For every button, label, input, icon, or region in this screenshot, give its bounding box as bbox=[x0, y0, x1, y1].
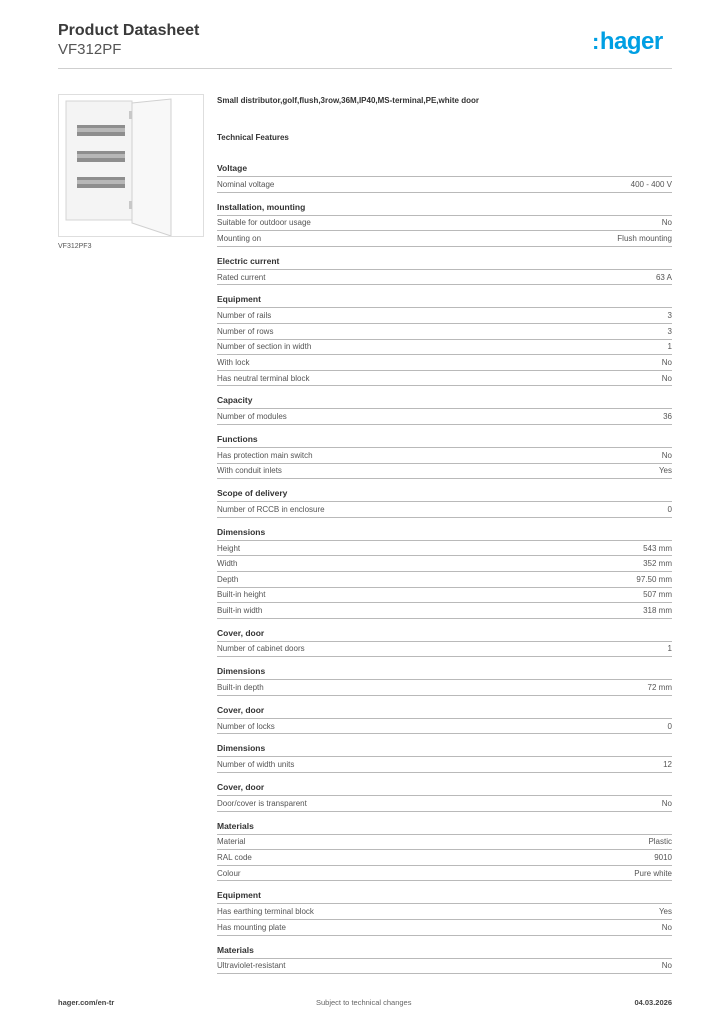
spec-row bbox=[217, 323, 672, 339]
spec-group bbox=[217, 160, 672, 193]
spec-label: Door/cover is transparent bbox=[217, 798, 307, 808]
spec-value: 3 bbox=[667, 326, 672, 336]
spec-group bbox=[217, 942, 672, 975]
spec-value: 400 - 400 V bbox=[630, 179, 672, 189]
features-title: Technical Features bbox=[217, 133, 289, 142]
spec-rows bbox=[217, 215, 672, 247]
spec-group bbox=[217, 702, 672, 735]
spec-value: 1 bbox=[667, 644, 672, 654]
page-header bbox=[58, 21, 199, 59]
spec-label: Material bbox=[217, 837, 246, 847]
spec-rows bbox=[217, 447, 672, 479]
spec-value: No bbox=[661, 798, 672, 808]
spec-group-title: Materials bbox=[217, 944, 254, 955]
spec-group bbox=[217, 253, 672, 286]
spec-group-title: Capacity bbox=[217, 395, 253, 406]
spec-row bbox=[217, 339, 672, 355]
spec-label: Number of section in width bbox=[217, 342, 312, 352]
spec-rows bbox=[217, 834, 672, 882]
spec-row bbox=[217, 176, 672, 193]
spec-label: Number of cabinet doors bbox=[217, 644, 305, 654]
spec-group bbox=[217, 199, 672, 247]
spec-group-title: Dimensions bbox=[217, 743, 266, 754]
spec-label: Has protection main switch bbox=[217, 450, 313, 460]
spec-row bbox=[217, 903, 672, 919]
spec-row bbox=[217, 834, 672, 850]
footer-date: 04.03.2026 bbox=[634, 998, 672, 1007]
spec-label: With lock bbox=[217, 357, 250, 367]
spec-row bbox=[217, 230, 672, 247]
spec-value: No bbox=[661, 218, 672, 228]
product-image bbox=[58, 94, 204, 237]
spec-group-title: Equipment bbox=[217, 294, 261, 305]
spec-label: Depth bbox=[217, 574, 239, 584]
spec-label: Suitable for outdoor usage bbox=[217, 218, 311, 228]
spec-row bbox=[217, 795, 672, 812]
spec-rows bbox=[217, 540, 672, 619]
spec-group-title: Installation, mounting bbox=[217, 201, 306, 212]
spec-row bbox=[217, 641, 672, 658]
spec-label: Has mounting plate bbox=[217, 922, 286, 932]
spec-row bbox=[217, 718, 672, 735]
spec-group-title: Electric current bbox=[217, 255, 280, 266]
page-title: Product Datasheet bbox=[58, 22, 200, 39]
spec-row bbox=[217, 307, 672, 323]
spec-value: No bbox=[661, 450, 672, 460]
spec-value: Flush mounting bbox=[617, 233, 672, 243]
spec-value: 97.50 mm bbox=[636, 574, 672, 584]
spec-value: Yes bbox=[658, 907, 672, 917]
spec-group bbox=[217, 887, 672, 935]
spec-label: Colour bbox=[217, 868, 241, 878]
spec-rows bbox=[217, 718, 672, 735]
spec-value: 543 mm bbox=[643, 543, 672, 553]
spec-label: Number of width units bbox=[217, 760, 295, 770]
spec-group-title: Cover, door bbox=[217, 782, 265, 793]
spec-label: Mounting on bbox=[217, 233, 262, 243]
spec-value: 3 bbox=[667, 311, 672, 321]
spec-label: With conduit inlets bbox=[217, 466, 282, 476]
spec-group bbox=[217, 663, 672, 696]
spec-groups bbox=[217, 160, 672, 974]
spec-rows bbox=[217, 958, 672, 975]
spec-label: Built-in width bbox=[217, 605, 263, 615]
spec-value: No bbox=[661, 961, 672, 971]
spec-label: Width bbox=[217, 559, 238, 569]
spec-row bbox=[217, 679, 672, 696]
spec-label: Rated current bbox=[217, 272, 266, 282]
spec-group bbox=[217, 392, 672, 425]
logo-text: hager bbox=[599, 28, 663, 55]
spec-label: RAL code bbox=[217, 853, 252, 863]
spec-label: Number of locks bbox=[217, 721, 275, 731]
spec-group bbox=[217, 740, 672, 773]
spec-row bbox=[217, 919, 672, 936]
spec-value: Yes bbox=[658, 466, 672, 476]
product-description: Small distributor,golf,flush,3row,36M,IP40,MS-terminal,PE,white door bbox=[217, 96, 479, 105]
spec-value: 352 mm bbox=[643, 559, 672, 569]
spec-group bbox=[217, 291, 672, 386]
spec-value: 507 mm bbox=[643, 590, 672, 600]
spec-rows bbox=[217, 903, 672, 935]
footer-website: hager.com/en-tr bbox=[58, 998, 115, 1007]
spec-label: Number of rows bbox=[217, 326, 274, 336]
spec-group bbox=[217, 625, 672, 658]
spec-group-title: Scope of delivery bbox=[217, 488, 288, 499]
spec-row bbox=[217, 571, 672, 587]
spec-group-title: Dimensions bbox=[217, 526, 266, 537]
spec-value: 63 A bbox=[655, 272, 672, 282]
spec-row bbox=[217, 756, 672, 773]
spec-row bbox=[217, 849, 672, 865]
spec-value: 0 bbox=[667, 721, 672, 731]
spec-group-title: Cover, door bbox=[217, 704, 265, 715]
spec-row bbox=[217, 540, 672, 556]
spec-value: No bbox=[661, 373, 672, 383]
spec-row bbox=[217, 215, 672, 231]
image-caption: VF312PF3 bbox=[58, 243, 92, 250]
spec-group bbox=[217, 779, 672, 812]
spec-value: 0 bbox=[667, 504, 672, 514]
spec-group bbox=[217, 818, 672, 882]
spec-value: 12 bbox=[663, 760, 672, 770]
spec-label: Ultraviolet-resistant bbox=[217, 961, 286, 971]
spec-value: 36 bbox=[663, 412, 672, 422]
spec-row bbox=[217, 501, 672, 518]
spec-row bbox=[217, 463, 672, 480]
spec-value: 318 mm bbox=[643, 605, 672, 615]
spec-row bbox=[217, 269, 672, 286]
spec-group bbox=[217, 524, 672, 619]
spec-rows bbox=[217, 307, 672, 386]
spec-rows bbox=[217, 795, 672, 812]
spec-rows bbox=[217, 269, 672, 286]
spec-row bbox=[217, 408, 672, 425]
spec-group bbox=[217, 431, 672, 479]
spec-group-title: Equipment bbox=[217, 890, 261, 901]
spec-group-title: Functions bbox=[217, 433, 258, 444]
spec-value: 1 bbox=[667, 342, 672, 352]
spec-label: Has neutral terminal block bbox=[217, 373, 310, 383]
spec-row bbox=[217, 602, 672, 619]
spec-label: Has earthing terminal block bbox=[217, 907, 314, 917]
spec-label: Built-in depth bbox=[217, 683, 264, 693]
spec-label: Number of modules bbox=[217, 412, 287, 422]
spec-group-title: Cover, door bbox=[217, 627, 265, 638]
spec-rows bbox=[217, 756, 672, 773]
spec-rows bbox=[217, 501, 672, 518]
spec-row bbox=[217, 447, 672, 463]
spec-value: Pure white bbox=[634, 868, 672, 878]
spec-label: Number of RCCB in enclosure bbox=[217, 504, 325, 514]
spec-value: No bbox=[661, 357, 672, 367]
spec-value: 9010 bbox=[654, 853, 672, 863]
spec-label: Number of rails bbox=[217, 311, 272, 321]
distribution-board-icon bbox=[59, 95, 203, 236]
spec-value: 72 mm bbox=[647, 683, 672, 693]
product-code: VF312PF bbox=[58, 41, 122, 58]
spec-value: Plastic bbox=[648, 837, 672, 847]
spec-rows bbox=[217, 641, 672, 658]
spec-row bbox=[217, 555, 672, 571]
spec-rows bbox=[217, 679, 672, 696]
spec-group-title: Voltage bbox=[217, 163, 248, 173]
spec-rows bbox=[217, 408, 672, 425]
spec-rows bbox=[217, 176, 672, 193]
spec-row bbox=[217, 865, 672, 882]
spec-value: No bbox=[661, 922, 672, 932]
spec-label: Height bbox=[217, 543, 241, 553]
spec-label: Nominal voltage bbox=[217, 179, 275, 189]
spec-group-title: Dimensions bbox=[217, 666, 266, 677]
footer-note: Subject to technical changes bbox=[316, 998, 412, 1007]
header-divider bbox=[58, 68, 672, 69]
spec-content bbox=[217, 92, 672, 974]
spec-label: Built-in height bbox=[217, 590, 266, 600]
spec-row bbox=[217, 587, 672, 603]
spec-group bbox=[217, 485, 672, 518]
spec-group-title: Materials bbox=[217, 820, 254, 831]
spec-row bbox=[217, 354, 672, 370]
hager-logo: :hager bbox=[592, 28, 663, 55]
spec-row bbox=[217, 958, 672, 975]
spec-row bbox=[217, 370, 672, 387]
